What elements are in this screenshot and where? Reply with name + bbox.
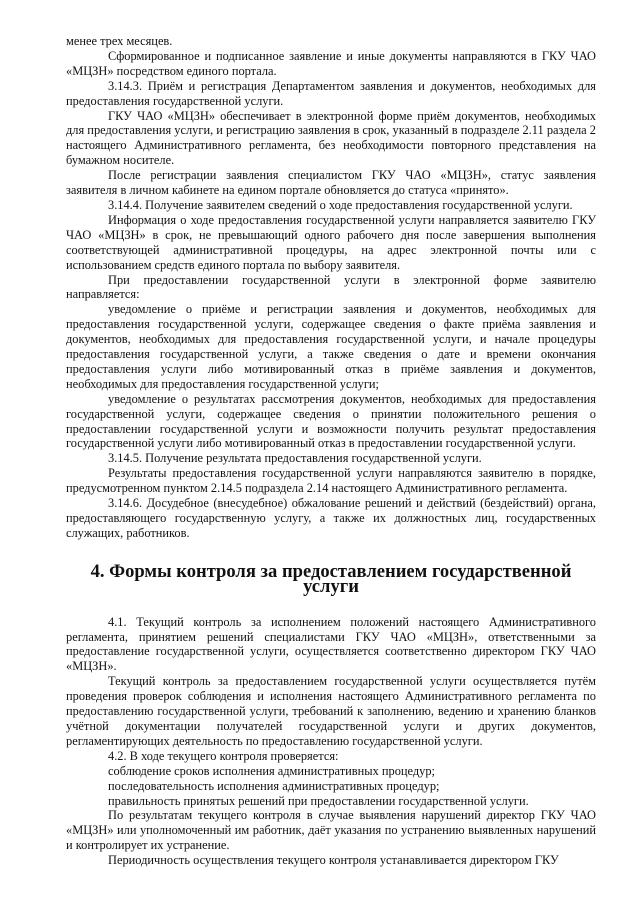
paragraph-4-2: 4.2. В ходе текущего контроля проверяется: xyxy=(108,748,339,763)
paragraph-periodicity: Периодичность осуществления текущего контроля устанавливается директором ГКУ xyxy=(108,853,559,868)
paragraph-3-14-6: 3.14.6. Досудебное (внесудебное) обжалование решений и действий (бездействий) органа, предоставляющего государственную услугу, а также их должностных лиц, государственных служащих, работников. xyxy=(66,496,596,540)
paragraph-submission: Сформированное и подписанное заявление и иные документы направляются в ГКУ ЧАО «МЦЗН» посредством единого портала. xyxy=(66,48,596,78)
paragraph-3-14-5: 3.14.5. Получение результата предоставления государственной услуги. xyxy=(108,451,482,466)
paragraph-violations: По результатам текущего контроля в случае выявления нарушений директор ГКУ ЧАО «МЦЗН» или уполномоченный им работник, даёт указания по устранению выявленных нарушений и контролирует их устранение. xyxy=(66,808,596,853)
paragraph-notification-result: уведомление о результатах рассмотрения документов, необходимых для предоставления государственной услуги, содержащее сведения о принятии положительного решения о предоставлении государственной услуги и возможности получить результат предоставления государственной услуги либо мотивированный отказ в предоставлении государственной услуги. xyxy=(66,391,596,451)
list-item-correctness: правильность принятых решений при предоставлении государственной услуги. xyxy=(108,793,529,808)
paragraph-continuation: менее трех месяцев. xyxy=(66,34,173,48)
paragraph-status: После регистрации заявления специалистом ГКУ ЧАО «МЦЗН», статус заявления заявителя в личном кабинете на едином портале обновляется до статуса «принято». xyxy=(66,168,596,198)
paragraph-4-1: 4.1. Текущий контроль за исполнением положений настоящего Административного регламента, принятием решений специалистами ГКУ ЧАО «МЦЗН», ответственными за предоставление государственной услуги, осуществляется соответственно директором ГКУ ЧАО «МЦЗН». xyxy=(66,614,596,674)
paragraph-electronic-form: При предоставлении государственной услуги в электронной форме заявителю направляется: xyxy=(66,272,596,302)
section-heading: 4. Формы контроля за предоставлением государственной услуги xyxy=(90,560,572,597)
list-item-sequence: последовательность исполнения административных процедур; xyxy=(108,778,440,793)
paragraph-results-delivery: Результаты предоставления государственной услуги направляются заявителю в порядке, предусмотренном пунктом 2.14.5 подраздела 2.14 настоящего Административного регламента. xyxy=(66,466,596,496)
list-item-deadlines: соблюдение сроков исполнения административных процедур; xyxy=(108,763,436,778)
paragraph-3-14-3: 3.14.3. Приём и регистрация Департаментом заявления и документов, необходимых для предоставления государственной услуги. xyxy=(66,78,596,108)
paragraph-progress-info: Информация о ходе предоставления государственной услуги направляется заявителю ГКУ ЧАО «МЦЗН» в срок, не превышающий одного рабочего дня после завершения выполнения соответствующей административной процедуры, на адрес электронной почты или с использованием средств единого портала по выбору заявителя. xyxy=(66,212,596,272)
paragraph-current-control: Текущий контроль за предоставлением государственной услуги осуществляется путём проведения проверок соблюдения и исполнения настоящего Административного регламента по предоставлению государственной услуги, требований к заполнению, ведению и хранению бланков учётной документации получателей государственной услуги и других документов, регламентирующих деятельность по предоставлению государственной услуги. xyxy=(66,674,596,748)
paragraph-reception: ГКУ ЧАО «МЦЗН» обеспечивает в электронной форме приём документов, необходимых для предоставления услуги, и регистрацию заявления в срок, указанный в подразделе 2.11 раздела 2 настоящего Административного регламента, без необходимости повторного представления на бумажном носителе. xyxy=(66,108,596,168)
paragraph-3-14-4: 3.14.4. Получение заявителем сведений о ходе предоставления государственной услуги. xyxy=(108,197,573,212)
paragraph-notification-receipt: уведомление о приёме и регистрации заявления и документов, необходимых для предоставления государственной услуги, содержащее сведения о факте приёма заявления и документов, необходимых для предоставления государственной услуги, и начале процедуры предоставления государственной услуги, а также сведения о дате и времени окончания предоставления услуги либо мотивированный отказ в приёме заявления и документов, необходимых для предоставления государственной услуги; xyxy=(66,302,596,391)
